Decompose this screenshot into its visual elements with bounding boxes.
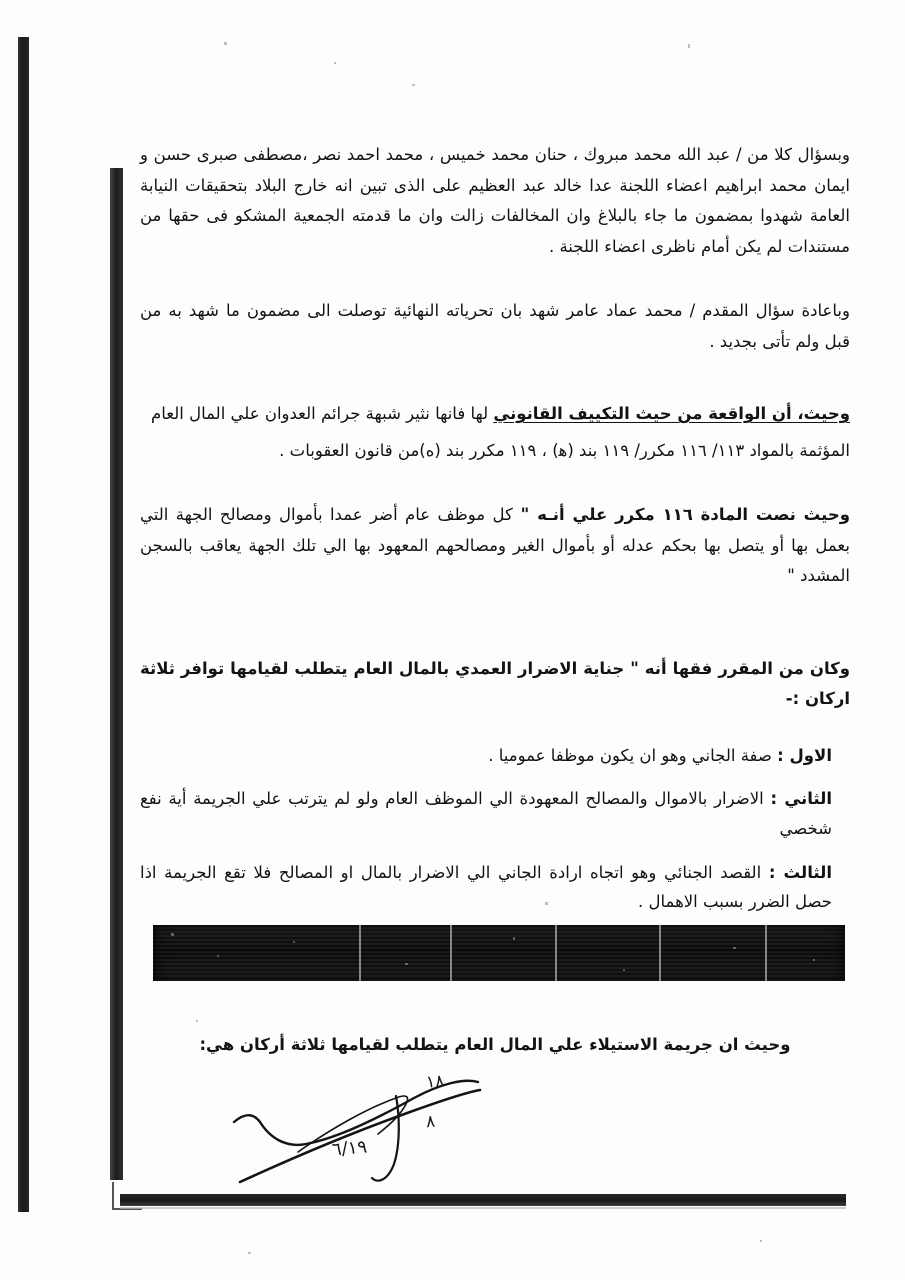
redaction-speck	[733, 947, 736, 949]
paragraph-articles-cited: المؤثمة بالمواد ١١٣/ ١١٦ مكرر/ ١١٩ بند (ﻫ) ، ١١٩ مكرر بند (ه)من قانون العقوبات .	[279, 440, 850, 460]
redaction-seam	[765, 925, 767, 981]
redaction-speck	[513, 937, 515, 940]
scan-speck	[224, 42, 227, 45]
element-text: الاضرار بالاموال والمصالح المعهودة الي الموظف العام ولو لم يترتب علي الجريمة أية نفع شخصي	[140, 789, 832, 839]
redaction-speck	[813, 959, 815, 961]
scan-speck	[248, 1252, 251, 1254]
redaction-speck	[171, 933, 174, 936]
scan-speck	[412, 84, 415, 86]
redaction-speck	[293, 941, 295, 943]
scan-speck	[196, 1020, 198, 1022]
crime-elements-list	[140, 741, 850, 917]
redaction-band	[153, 925, 845, 981]
legal-classification-heading: وحيث، أن الواقعة من حيث التكييف القانوني	[493, 404, 850, 424]
paragraph-article-116	[140, 500, 850, 592]
redaction-speck	[405, 963, 408, 965]
list-item	[140, 741, 850, 771]
signature-number-top: ١٨	[425, 1071, 446, 1093]
redaction-speck	[623, 969, 625, 971]
redaction-seam	[555, 925, 557, 981]
handwritten-signature	[228, 1060, 588, 1200]
signature-number-middle: ٨	[425, 1111, 436, 1133]
element-label: الثاني :	[770, 789, 832, 809]
article-116-quoted-text: كل موظف عام أضر عمدا بأموال ومصالح الجهة التي بعمل بها أو يتصل بها بحكم عدله أو بأموال الغير ومصالحهم المعهود بها الي تلك الجهة يعاقب بالسجن المشدد "	[140, 505, 850, 586]
element-text: القصد الجنائي وهو اتجاه ارادة الجاني الي الاضرار بالمال او المصالح فلا تقع الجريمة اذا حصل الضرر بسبب الاهمال .	[140, 862, 832, 912]
article-116-lead-in: وحيث نصت المادة ١١٦ مكرر علي أنـه "	[512, 505, 850, 525]
redaction-seam	[450, 925, 452, 981]
element-label: الثالث :	[768, 862, 832, 882]
element-label: الاول :	[777, 745, 832, 765]
paragraph-officer-restatement: وباعادة سؤال المقدم / محمد عماد عامر شهد بان تحرياته النهائية توصلت الى مضمون ما شهد به من قبل ولم تأتى بجديد .	[140, 301, 850, 351]
scan-speck	[760, 1240, 762, 1242]
document-body	[140, 140, 850, 931]
legal-classification-remainder: لها فانها نثير شبهة جرائم العدوان علي المال العام	[151, 404, 494, 424]
paragraph-witness-statements: وبسؤال كلا من / عبد الله محمد مبروك ، حنان محمد خميس ، محمد احمد نصر ،مصطفى صبرى حسن و ايمان محمد ابراهيم اعضاء اللجنة عدا خالد عبد العظيم على الذى تبين انه خارج البلاد بتحقيقات النيابة العامة شهدوا بمضمون ما جاء بالبلاغ وان المخالفات زالت وان ما قدمته الجمعية المشكو فى حقها من مستندات لم يكن أمام ناظرى اعضاء اللجنة .	[140, 145, 850, 256]
signature-date-mark: ٦/١٩	[331, 1136, 368, 1161]
paragraph-legal-classification	[140, 399, 850, 430]
redaction-seam	[659, 925, 661, 981]
scanner-edge-shadow-left-outer	[18, 37, 29, 1212]
list-item	[140, 858, 850, 917]
redaction-seam	[359, 925, 361, 981]
element-text: صفة الجاني وهو ان يكون موظفا عموميا .	[488, 745, 778, 765]
scanner-edge-shadow-left-inner	[110, 168, 123, 1180]
list-item	[140, 784, 850, 843]
scan-speck	[334, 62, 336, 64]
redaction-speck	[217, 955, 219, 957]
scan-speck	[688, 44, 690, 48]
paragraph-jurisprudence-intro: وكان من المقرر فقها أنه " جناية الاضرار العمدي بالمال العام يتطلب لقيامها توافر ثلاثة اركان :-	[140, 658, 850, 709]
paragraph-seizure-crime: وحيث ان جريمة الاستيلاء علي المال العام يتطلب لقيامها ثلاثة أركان هي:	[199, 1035, 791, 1054]
